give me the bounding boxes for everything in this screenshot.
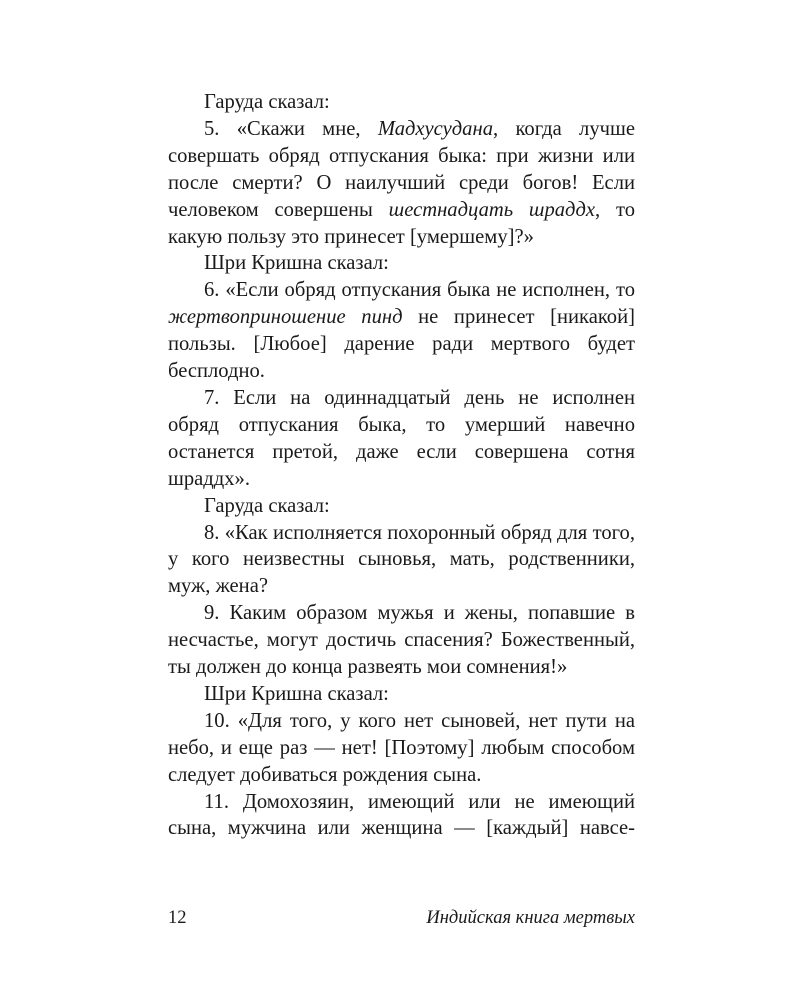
verse-6	[168, 277, 635, 385]
speaker-line: Гаруда сказал:	[204, 91, 330, 113]
italic-term: шестнадцать шраддх	[388, 198, 596, 221]
italic-term: Мадхусудана	[377, 117, 493, 140]
verse-8: 8. «Как исполняется похоронный обряд для того, у кого неизвестны сыновья, мать, родственники, муж, жена?	[168, 521, 635, 598]
speaker-line: Гаруда сказал:	[204, 494, 330, 517]
speaker-line: Шри Кришна сказал:	[204, 252, 389, 275]
verse-text: 5. «Скажи мне,	[204, 117, 378, 140]
verse-7: 7. Если на одиннадцатый день не исполнен обряд отпускания быка, то умерший навечно останется претой, даже если совершена сотня шраддх».	[168, 386, 635, 490]
verse-11: 11. Домохозяин, имеющий или не имеющий сына, мужчина или женщина — [каждый] навсе-	[168, 790, 635, 840]
verse-9: 9. Каким образом мужья и жены, попавшие в несчастье, могут достичь спасения? Божественный, ты должен до конца развеять мои сомнения!»	[168, 602, 635, 679]
verse-text: , когда лучше совершать обряд отпускания быка: при жизни или после смерти? О наилучший среди богов! Если человеком совершены	[168, 117, 635, 221]
verse-10: 10. «Для того, у кого нет сыновей, нет пути на небо, и еще раз — нет! [Поэтому] любым способом следует добиваться рождения сына.	[168, 709, 635, 786]
body-text	[168, 89, 635, 842]
verse-text: не принесет [никакой] пользы. [Любое] дарение ради мертвого будет бесплодно.	[168, 306, 635, 383]
page-number: 12	[168, 908, 187, 928]
speaker-line: Шри Кришна сказал:	[204, 682, 389, 705]
italic-term: жертвоприношение пинд	[168, 306, 403, 329]
verse-text: 6. «Если обряд отпускания быка не исполнен, то	[204, 279, 635, 302]
verse-text: , то какую пользу это принесет [умершему]?»	[168, 198, 636, 248]
running-title: Индийская книга мертвых	[426, 908, 635, 928]
page-footer	[168, 908, 635, 929]
verse-5	[168, 116, 635, 251]
